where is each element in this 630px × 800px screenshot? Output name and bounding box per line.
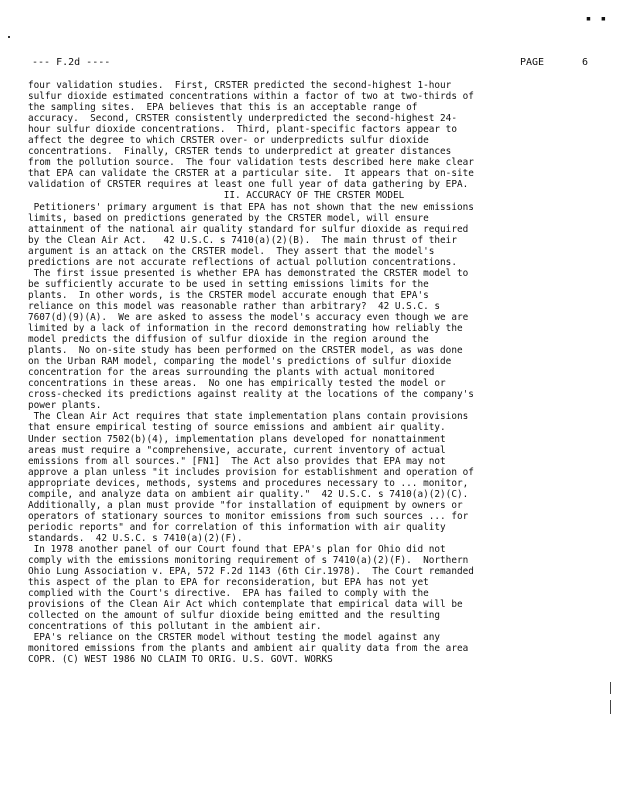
text-line: plants. No on-site study has been performed on the CRSTER model, as was done [28,345,463,357]
text-line: plants. In other words, is the CRSTER model accurate enough that EPA's [28,289,429,301]
text-line: complied with the Court's directive. EPA has failed to comply with the [28,588,429,600]
text-line: attainment of the national air quality standard for sulfur dioxide as required [28,223,469,235]
header-page-label: PAGE [520,57,545,68]
text-line: compile, and analyze data on ambient air quality." 42 U.S.C. s 7410(a)(2)(C). [28,488,469,500]
corner-mark: ▪ ▪ [585,14,608,24]
section-heading: II. ACCURACY OF THE CRSTER MODEL [223,190,405,202]
text-line: operators of stationary sources to monitor emissions from such sources ... for [28,510,469,522]
text-line: standards. 42 U.S.C. s 7410(a)(2)(F). [28,532,243,544]
text-line: limited by a lack of information in the record demonstrating how reliably the [28,323,463,335]
text-line: that EPA can validate the CRSTER at a particular site. It appears that on-site [28,168,474,180]
text-line: concentration for the areas surrounding the plants with actual monitored [28,367,435,379]
text-line: cross-checked its predictions against reality at the locations of the company's [28,389,474,401]
text-line: Under section 7502(b)(4), implementation plans developed for nonattainment [28,433,446,445]
text-line: areas must require a "comprehensive, accurate, current inventory of actual [28,444,446,456]
text-line: provisions of the Clean Air Act which contemplate that empirical data will be [28,599,463,611]
text-line: Petitioners' primary argument is that EPA has not shown that the new emissions [28,201,474,213]
text-line: comply with the emissions monitoring requirement of s 7410(a)(2)(F). Northern [28,555,469,567]
text-line: limits, based on predictions generated by the CRSTER model, will ensure [28,212,429,224]
text-line: In 1978 another panel of our Court found that EPA's plan for Ohio did not [28,543,446,555]
text-line: emissions from all sources." [FN1] The Act also provides that EPA may not [28,455,446,467]
text-line: by the Clean Air Act. 42 U.S.C. s 7410(a)(2)(B). The main thrust of their [28,234,457,246]
text-line: model predicts the diffusion of sulfur dioxide in the region around the [28,334,429,346]
text-line: collected on the amount of sulfur dioxide being emitted and the resulting [28,610,441,622]
text-line: Additionally, a plan must provide "for installation of equipment by owners or [28,499,463,511]
text-line: on the Urban RAM model, comparing the model's predictions of sulfur dioxide [28,356,452,368]
text-line: four validation studies. First, CRSTER predicted the second-highest 1-hour [28,80,452,91]
text-line: appropriate devices, methods, systems and procedures necessary to ... monitor, [28,477,469,489]
header-citation: --- F.2d ---- [32,57,111,68]
text-line: EPA's reliance on the CRSTER model without testing the model against any [28,632,441,644]
text-line: The Clean Air Act requires that state implementation plans contain provisions [28,411,469,423]
text-line: approve a plan unless "it includes provision for establishment and operation of [28,466,474,478]
header-page-number: 6 [582,57,589,68]
text-line: affect the degree to which CRSTER over- or underpredicts sulfur dioxide [28,135,429,147]
document-body [28,80,600,665]
text-line: concentrations of this pollutant in the ambient air. [28,621,322,633]
text-line: power plants. [28,400,102,412]
text-line: 7607(d)(9)(A). We are asked to assess the model's accuracy even though we are [28,311,469,323]
text-line: validation of CRSTER requires at least one full year of data gathering by EPA. [28,179,469,191]
text-line: the sampling sites. EPA believes that this is an acceptable range of [28,102,418,114]
copyright-line: COPR. (C) WEST 1986 NO CLAIM TO ORIG. U.S. GOVT. WORKS [28,654,333,666]
scan-speck [8,36,10,38]
text-line: The first issue presented is whether EPA has demonstrated the CRSTER model to [28,267,469,279]
text-line: reliance on this model was reasonable rather than arbitrary? 42 U.S.C. s [28,300,441,312]
text-line: be sufficiently accurate to be used in setting emissions limits for the [28,278,429,290]
text-line: this aspect of the plan to EPA for reconsideration, but EPA has not yet [28,577,429,589]
text-line: predictions are not accurate reflections of actual pollution concentrations. [28,256,457,268]
text-line: concentrations in these areas. No one has empirically tested the model or [28,378,446,390]
margin-mark [610,700,611,714]
text-line: hour sulfur dioxide concentrations. Third, plant-specific factors appear to [28,124,457,136]
text-line: Ohio Lung Association v. EPA, 572 F.2d 1143 (6th Cir.1978). The Court remanded [28,566,474,578]
text-line: argument is an attack on the CRSTER model. They assert that the model's [28,245,435,257]
text-line: concentrations. Finally, CRSTER tends to underpredict at greater distances [28,146,452,158]
text-line: monitored emissions from the plants and ambient air quality data from the area [28,643,469,655]
text-line: periodic reports" and for correlation of this information with air quality [28,521,446,533]
page-header [32,57,592,71]
text-line: sulfur dioxide estimated concentrations within a factor of two at two-thirds of [28,91,474,103]
text-line: that ensure empirical testing of source emissions and ambient air quality. [28,422,446,434]
text-line: accuracy. Second, CRSTER consistently underpredicted the second-highest 24- [28,113,457,125]
margin-mark [610,682,611,694]
text-line: from the pollution source. The four validation tests described here make clear [28,157,474,169]
